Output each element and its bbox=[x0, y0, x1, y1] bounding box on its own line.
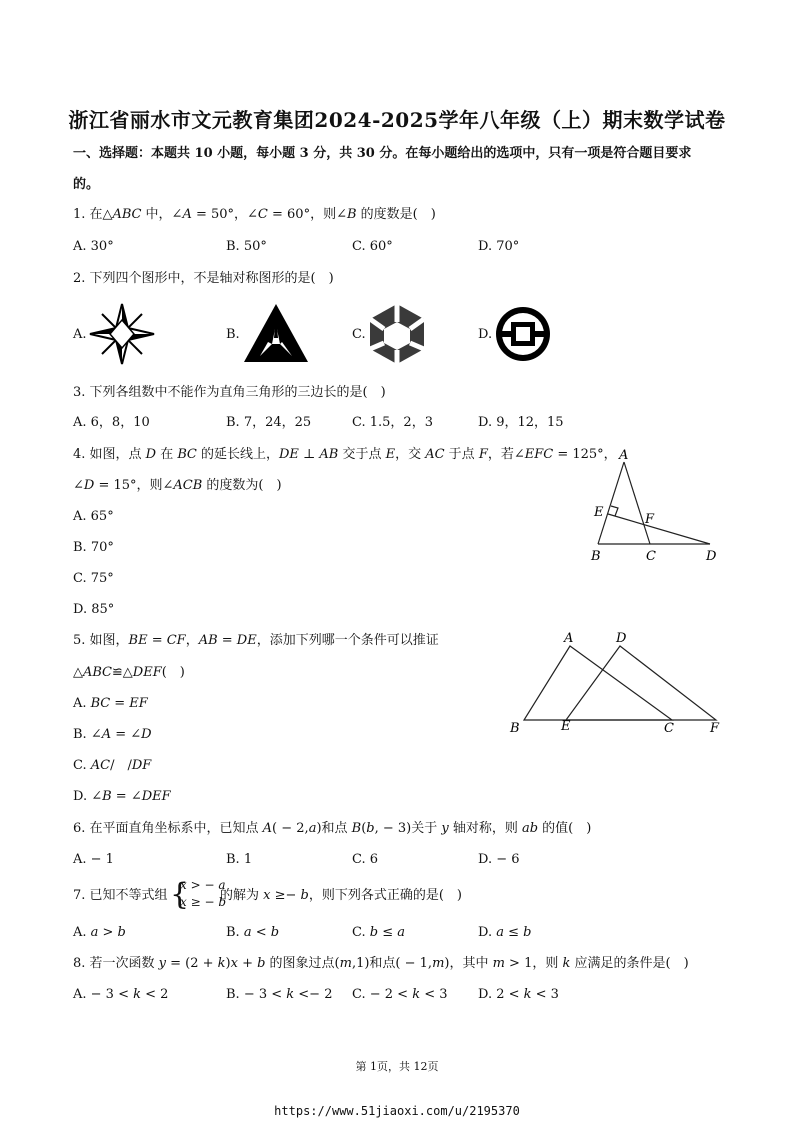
q8-option-d: D. 2 < 𝑘 < 3 bbox=[478, 987, 559, 1002]
label-c: C bbox=[664, 721, 674, 736]
compass-star-icon bbox=[88, 302, 156, 366]
q6-option-a: A. − 1 bbox=[73, 852, 114, 867]
q3-option-c: C. 1.5，2，3 bbox=[352, 415, 433, 430]
q4-option-c: C. 75° bbox=[73, 571, 114, 586]
triangle-pinwheel-icon bbox=[242, 302, 310, 364]
q6-stem: 6. 在平面直角坐标系中，已知点 𝐴( − 2,𝑎)和点 𝐵(𝑏, − 3)关于 𝑦 轴对称，则 𝑎𝑏 的值( ) bbox=[73, 821, 592, 836]
segment-ab bbox=[598, 462, 624, 544]
segment-ac bbox=[624, 462, 650, 544]
label-a: A bbox=[619, 448, 629, 463]
q7-inequality-2: 𝑥 ≥ − 𝑏 bbox=[180, 895, 227, 909]
q3-stem: 3. 下列各组数中不能作为直角三角形的三边长的是( ) bbox=[73, 385, 386, 400]
q1-option-c: C. 60° bbox=[352, 239, 393, 254]
label-b: B bbox=[510, 721, 520, 736]
segment-ed bbox=[608, 514, 710, 544]
coin-square-hole-icon bbox=[493, 304, 553, 364]
q1-option-b: B. 50° bbox=[226, 239, 267, 254]
label-f: F bbox=[710, 721, 720, 736]
triangle-def bbox=[566, 646, 716, 720]
q6-option-c: C. 6 bbox=[352, 852, 379, 867]
label-d: D bbox=[706, 549, 717, 564]
q1-stem: 1. 在△𝐴𝐵𝐶 中，∠𝐴 = 50°，∠𝐶 = 60°，则∠𝐵 的度数是( ) bbox=[73, 207, 436, 222]
q3-option-b: B. 7，24，25 bbox=[226, 415, 312, 430]
label-a: A bbox=[564, 631, 574, 646]
q7-stem-prefix: 7. 已知不等式组 bbox=[73, 888, 168, 903]
q4-triangle-figure bbox=[586, 446, 726, 566]
q7-inequality-1: 𝑥 > − 𝑎 bbox=[180, 878, 226, 892]
q7-brace: { bbox=[170, 877, 190, 912]
label-d: D bbox=[616, 631, 627, 646]
q1-option-a: A. 30° bbox=[73, 239, 114, 254]
q2-option-c: C. bbox=[352, 327, 366, 342]
q6-option-d: D. − 6 bbox=[478, 852, 520, 867]
q5-stem-line1: 5. 如图，𝐵𝐸 = 𝐶𝐹，𝐴𝐵 = 𝐷𝐸，添加下列哪一个条件可以推证 bbox=[73, 633, 439, 648]
q1-option-d: D. 70° bbox=[478, 239, 520, 254]
q8-stem: 8. 若一次函数 𝑦 = (2 + 𝑘)𝑥 + 𝑏 的图象过点(𝑚,1)和点( − 1,𝑚)，其中 𝑚 > 1，则 𝑘 应满足的条件是( ) bbox=[73, 956, 689, 971]
hexagon-spiral-icon bbox=[367, 302, 427, 366]
q4-option-d: D. 85° bbox=[73, 602, 115, 617]
q8-option-a: A. − 3 < 𝑘 < 2 bbox=[73, 987, 169, 1002]
q4-option-b: B. 70° bbox=[73, 540, 114, 555]
label-c: C bbox=[646, 549, 656, 564]
q7-option-c: C. 𝑏 ≤ 𝑎 bbox=[352, 925, 405, 940]
q8-option-c: C. − 2 < 𝑘 < 3 bbox=[352, 987, 448, 1002]
q4-option-a: A. 65° bbox=[73, 509, 114, 524]
label-b: B bbox=[591, 549, 601, 564]
page-title: 浙江省丽水市文元教育集团2024-2025学年八年级（上）期末数学试卷 bbox=[68, 108, 726, 132]
label-f: F bbox=[645, 512, 655, 527]
q5-option-c: C. 𝐴𝐶/ /𝐷𝐹 bbox=[73, 758, 152, 773]
q5-triangles-figure bbox=[500, 628, 730, 740]
page-footer: 第 1页，共 12页 bbox=[355, 1060, 439, 1073]
q4-stem-line1: 4. 如图，点 𝐷 在 𝐵𝐶 的延长线上，𝐷𝐸 ⊥ 𝐴𝐵 交于点 𝐸，交 𝐴𝐶 于点 𝐹，若∠𝐸𝐹𝐶 = 125°， bbox=[73, 447, 617, 462]
q6-option-b: B. 1 bbox=[226, 852, 253, 867]
label-e: E bbox=[561, 719, 571, 734]
q2-stem: 2. 下列四个图形中，不是轴对称图形的是( ) bbox=[73, 271, 334, 286]
q7-option-d: D. 𝑎 ≤ 𝑏 bbox=[478, 925, 532, 940]
q2-option-d: D. bbox=[478, 327, 493, 342]
section-heading-cont: 的。 bbox=[73, 177, 100, 192]
label-e: E bbox=[594, 505, 604, 520]
q8-option-b: B. − 3 < 𝑘 <− 2 bbox=[226, 987, 333, 1002]
q7-option-b: B. 𝑎 < 𝑏 bbox=[226, 925, 280, 940]
q2-option-b: B. bbox=[226, 327, 240, 342]
q5-option-a: A. 𝐵𝐶 = 𝐸𝐹 bbox=[73, 696, 148, 711]
q5-option-b: B. ∠𝐴 = ∠𝐷 bbox=[73, 727, 152, 742]
q3-option-d: D. 9，12，15 bbox=[478, 415, 564, 430]
q5-option-d: D. ∠𝐵 = ∠𝐷𝐸𝐹 bbox=[73, 789, 171, 804]
q3-option-a: A. 6，8，10 bbox=[73, 415, 150, 430]
q7-option-a: A. 𝑎 > 𝑏 bbox=[73, 925, 126, 940]
q5-stem-line2: △𝐴𝐵𝐶≌△𝐷𝐸𝐹( ) bbox=[73, 665, 185, 680]
q4-stem-line2: ∠𝐷 = 15°，则∠𝐴𝐶𝐵 的度数为( ) bbox=[73, 478, 282, 493]
q2-option-a: A. bbox=[73, 327, 87, 342]
triangle-abc bbox=[524, 646, 672, 720]
source-url[interactable]: https://www.51jiaoxi.com/u/2195370 bbox=[274, 1104, 520, 1118]
right-angle-mark bbox=[611, 506, 618, 516]
section-heading: 一、选择题：本题共 10 小题，每小题 3 分，共 30 分。在每小题给出的选项中，只有一项是符合题目要求 bbox=[73, 146, 692, 161]
q7-stem-suffix: 的解为 𝑥 ≥− 𝑏，则下列各式正确的是( ) bbox=[220, 888, 462, 903]
